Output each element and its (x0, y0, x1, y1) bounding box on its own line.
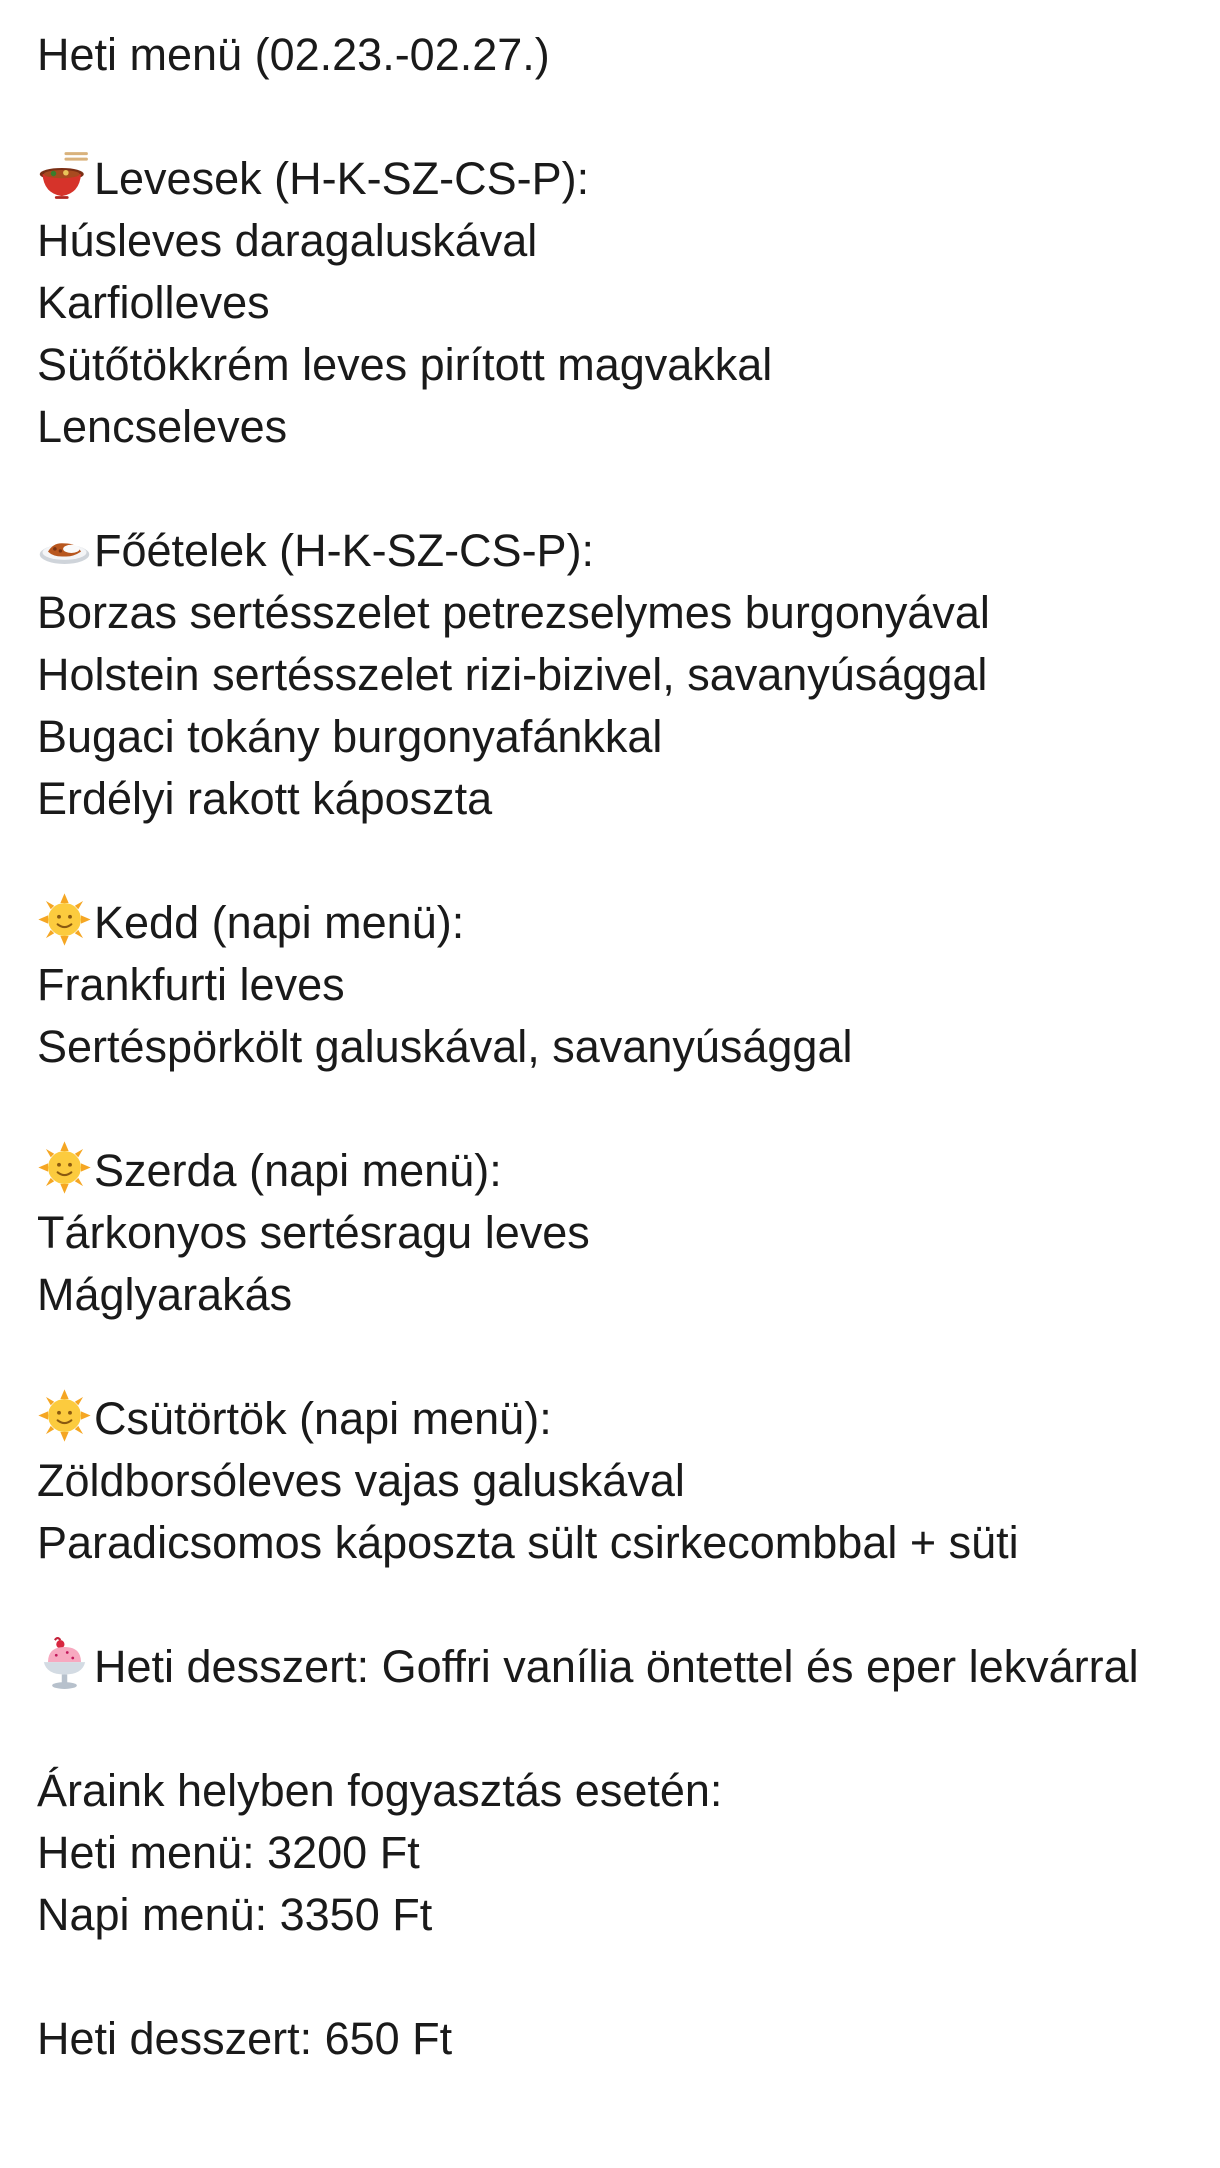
soups-heading-line (37, 148, 1197, 210)
list-item: Máglyarakás (37, 1269, 293, 1320)
spacer (37, 86, 1197, 148)
list-item: Paradicsomos káposzta sült csirkecombbal + süti (37, 1517, 1019, 1568)
dessert-text: Heti desszert: Goffri vanília öntettel és eper lekvárral (94, 1641, 1139, 1692)
sun-face-icon (37, 1388, 92, 1443)
daily-menu-price: Napi menü: 3350 Ft (37, 1889, 433, 1940)
spacer (37, 458, 1197, 520)
list-item: Tárkonyos sertésragu leves (37, 1207, 590, 1258)
weekly-menu-price: Heti menü: 3200 Ft (37, 1827, 420, 1878)
mains-heading-line (37, 520, 1197, 582)
tuesday-heading: Kedd (napi menü): (94, 897, 465, 948)
sun-face-icon (37, 892, 92, 947)
list-item: Frankfurti leves (37, 959, 345, 1010)
thursday-heading-line (37, 1388, 1197, 1450)
dessert-price: Heti desszert: 650 Ft (37, 2013, 453, 2064)
list-item: Sütőtökkrém leves pirított magvakkal (37, 339, 773, 390)
dessert-line (37, 1636, 1197, 1698)
list-item: Borzas sertésszelet petrezselymes burgonyával (37, 587, 990, 638)
mains-heading: Főételek (H-K-SZ-CS-P): (94, 525, 595, 576)
spacer (37, 830, 1197, 892)
list-item: Bugaci tokány burgonyafánkkal (37, 711, 663, 762)
spacer (37, 1078, 1197, 1140)
prices-heading: Áraink helyben fogyasztás esetén: (37, 1765, 723, 1816)
wednesday-heading: Szerda (napi menü): (94, 1145, 502, 1196)
spacer (37, 1946, 1197, 2008)
spacer (37, 1574, 1197, 1636)
list-item: Sertéspörkölt galuskával, savanyúsággal (37, 1021, 853, 1072)
list-item: Húsleves daragaluskával (37, 215, 538, 266)
ice-cream-icon (37, 1636, 92, 1691)
page-title: Heti menü (02.23.-02.27.) (37, 29, 550, 80)
soups-heading: Levesek (H-K-SZ-CS-P): (94, 153, 590, 204)
list-item: Lencseleves (37, 401, 288, 452)
menu-document (37, 24, 1197, 2070)
soup-bowl-icon (37, 148, 92, 203)
spacer (37, 1326, 1197, 1388)
list-item: Zöldborsóleves vajas galuskával (37, 1455, 685, 1506)
spacer (37, 1698, 1197, 1760)
list-item: Erdélyi rakott káposzta (37, 773, 493, 824)
sun-face-icon (37, 1140, 92, 1195)
wednesday-heading-line (37, 1140, 1197, 1202)
curry-plate-icon (37, 520, 92, 575)
thursday-heading: Csütörtök (napi menü): (94, 1393, 552, 1444)
list-item: Holstein sertésszelet rizi-bizivel, savanyúsággal (37, 649, 988, 700)
list-item: Karfiolleves (37, 277, 270, 328)
tuesday-heading-line (37, 892, 1197, 954)
